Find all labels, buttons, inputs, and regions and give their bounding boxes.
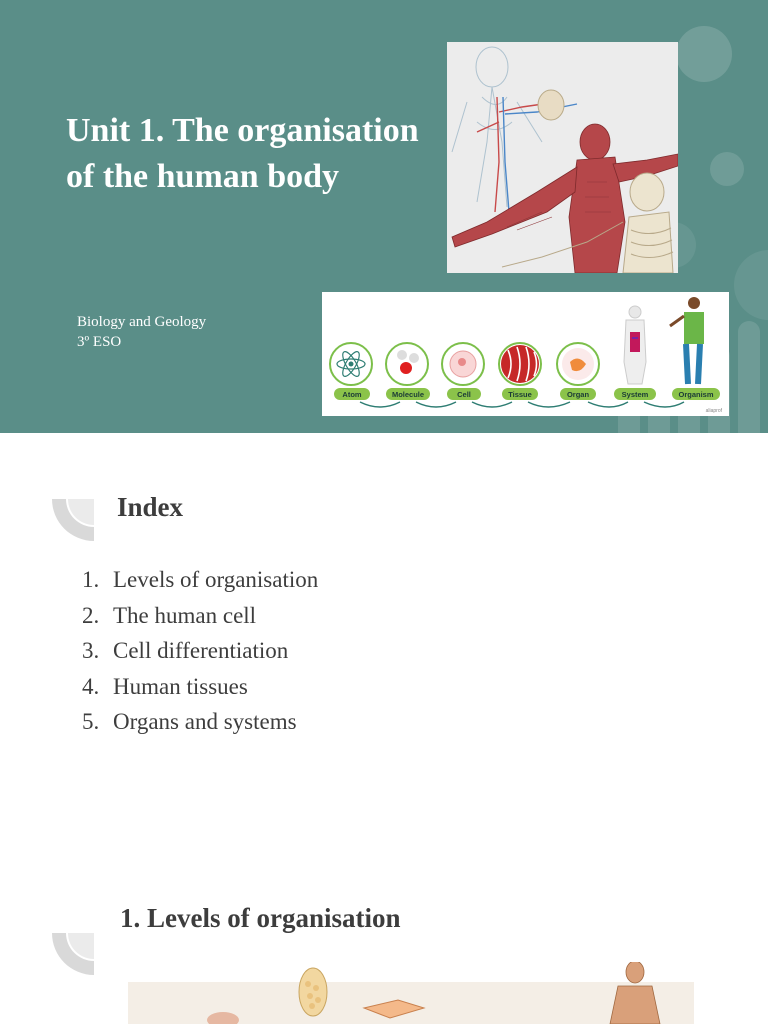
quarter-circle-decoration bbox=[52, 933, 94, 975]
decorative-circle bbox=[676, 26, 732, 82]
index-item: 3. Cell differentiation bbox=[82, 638, 289, 663]
slide-title: Unit 1. The organisation of the human body bbox=[66, 112, 419, 195]
level-label-molecule: Molecule bbox=[391, 390, 425, 399]
levels-of-organisation-diagram bbox=[322, 292, 729, 416]
human-anatomy-image bbox=[447, 42, 678, 273]
index-list bbox=[82, 566, 318, 744]
index-item: 5. Organs and systems bbox=[82, 709, 297, 734]
decorative-circle bbox=[710, 152, 744, 186]
level-label-organ: Organ bbox=[566, 390, 590, 399]
level-label-atom: Atom bbox=[342, 390, 362, 399]
level-label-system: System bbox=[621, 390, 649, 399]
course-label: 3º ESO bbox=[77, 334, 122, 350]
quarter-circle-decoration bbox=[52, 499, 94, 541]
level-label-tissue: Tissue bbox=[508, 390, 532, 399]
subject-label: Biology and Geology bbox=[77, 314, 207, 330]
level-label-cell: Cell bbox=[457, 390, 471, 399]
image-credit: aliaprof bbox=[705, 408, 722, 414]
index-item: 2. The human cell bbox=[82, 602, 257, 628]
index-item: 4. Human tissues bbox=[82, 673, 248, 699]
section-title: 1. Levels of organisation bbox=[120, 903, 401, 933]
level-label-organism: Organism bbox=[678, 390, 714, 399]
slide-subtitle bbox=[77, 312, 206, 352]
levels-illustration bbox=[128, 962, 694, 1024]
decorative-circle bbox=[734, 250, 768, 320]
index-item: 1. Levels of organisation bbox=[82, 567, 319, 592]
index-title: Index bbox=[117, 492, 184, 522]
title-slide bbox=[0, 0, 768, 433]
